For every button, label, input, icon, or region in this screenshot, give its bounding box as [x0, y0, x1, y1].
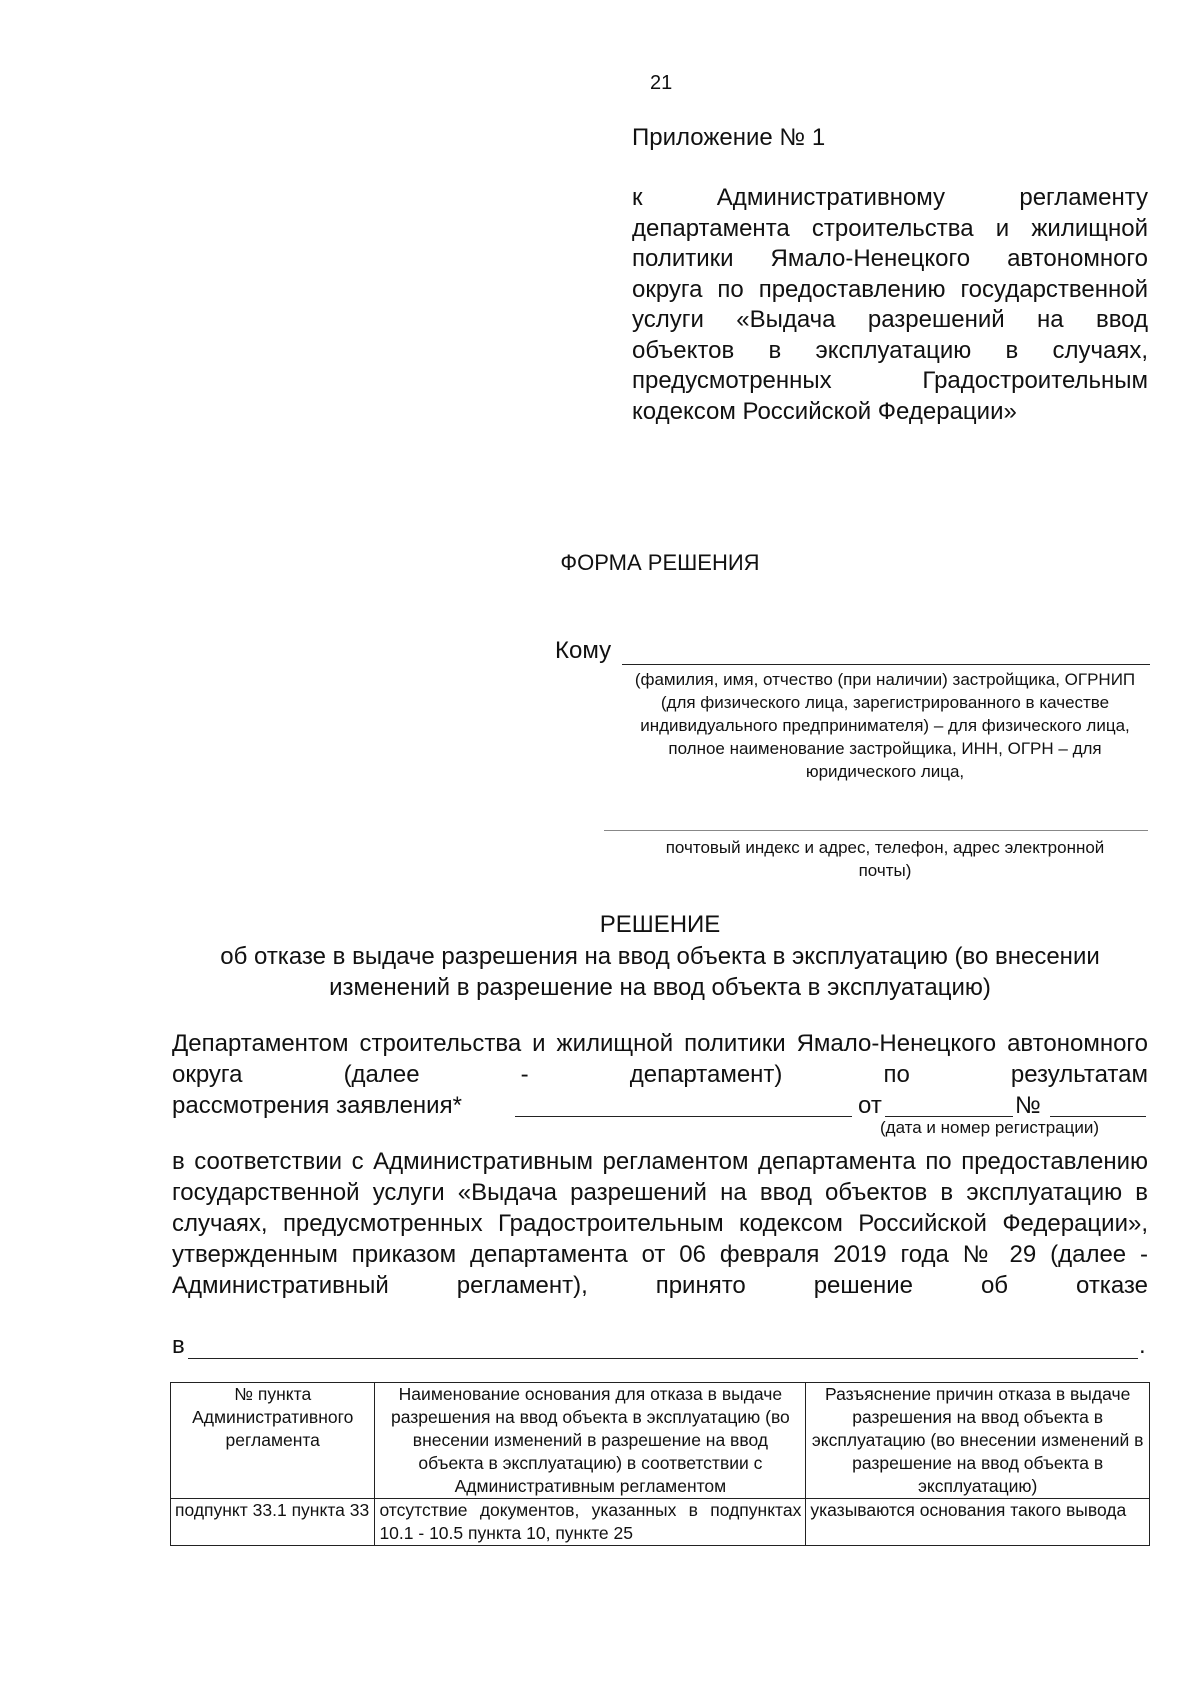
refusal-period: . — [1139, 1332, 1146, 1359]
registration-note: (дата и номер регистрации) — [880, 1118, 1100, 1137]
header-refusal-explanation: Разъяснение причин отказа в выдаче разрешения на ввод объекта в эксплуатацию (во внесении изменений в разрешение на ввод объекта в эксплуатацию) — [806, 1383, 1150, 1499]
form-title: ФОРМА РЕШЕНИЯ — [560, 550, 760, 575]
number-line — [1050, 1116, 1146, 1117]
address-note: почтовый индекс и адрес, телефон, адрес электронной почты) — [665, 838, 1105, 880]
date-line — [885, 1116, 1013, 1117]
number-label: № — [1015, 1092, 1041, 1119]
cell-item-number: подпункт 33.1 пункта 33 — [171, 1499, 375, 1546]
appendix-title: Приложение № 1 — [632, 124, 826, 151]
addressee-label: Кому — [555, 637, 612, 664]
refusal-reason-line — [188, 1358, 1138, 1359]
header-item-number: № пункта Административного регламента — [171, 1383, 375, 1499]
addressee-note: (фамилия, имя, отчество (при наличии) застройщика, ОГРНИП (для физического лица, зарегистрированного в качестве индивидуального предпринимателя) – для физического лица, полное наименование застройщика, ИНН, ОГРН – для юридического лица, — [634, 670, 1136, 781]
cell-refusal-basis: отсутствие документов, указанных в подпунктах 10.1 - 10.5 пункта 10, пункте 25 — [375, 1499, 806, 1546]
table-header-row — [171, 1383, 1150, 1499]
page-number: 21 — [650, 72, 673, 94]
table-row — [171, 1499, 1150, 1546]
paragraph-2-last-line — [172, 1332, 1148, 1363]
decision-subtitle: об отказе в выдаче разрешения на ввод объекта в эксплуатацию (во внесении изменений в разрешение на ввод объекта в эксплуатацию) — [220, 943, 1100, 1001]
from-label: от — [858, 1092, 882, 1119]
decision-title: РЕШЕНИЕ — [599, 911, 721, 938]
header-refusal-basis: Наименование основания для отказа в выдаче разрешения на ввод объекта в эксплуатацию (во внесении изменений в разрешение на ввод объекта в эксплуатацию) в соответствии с Административным регламентом — [375, 1383, 806, 1499]
paragraph-1-last-line — [172, 1090, 1148, 1121]
address-line — [604, 830, 1148, 831]
paragraph-2: в соответствии с Административным регламентом департамента по предоставлению государственной услуги «Выдача разрешений на ввод объектов в эксплуатацию в случаях, предусмотренных Градостроительным кодексом Российской Федерации», утвержденным приказом департамента от 06 февраля 2019 года № 29 (далее - Административный регламент), принято решение об отказе — [172, 1148, 1148, 1299]
refusal-prefix: в — [172, 1332, 185, 1359]
refusal-reasons-table — [170, 1382, 1150, 1546]
cell-refusal-explanation: указываются основания такого вывода — [806, 1499, 1150, 1546]
paragraph-1: Департаментом строительства и жилищной политики Ямало-Ненецкого автономного округа (далее - департамент) по результатам — [172, 1030, 1148, 1088]
application-label: рассмотрения заявления* — [172, 1092, 462, 1119]
appendix-text: к Административному регламенту департамента строительства и жилищной политики Ямало-Ненецкого автономного округа по предоставлению государственной услуги «Выдача разрешений на ввод объектов в эксплуатацию в случаях, предусмотренных Градостроительным кодексом Российской Федерации» — [632, 184, 1148, 425]
addressee-line — [622, 664, 1150, 665]
application-line — [515, 1116, 852, 1117]
